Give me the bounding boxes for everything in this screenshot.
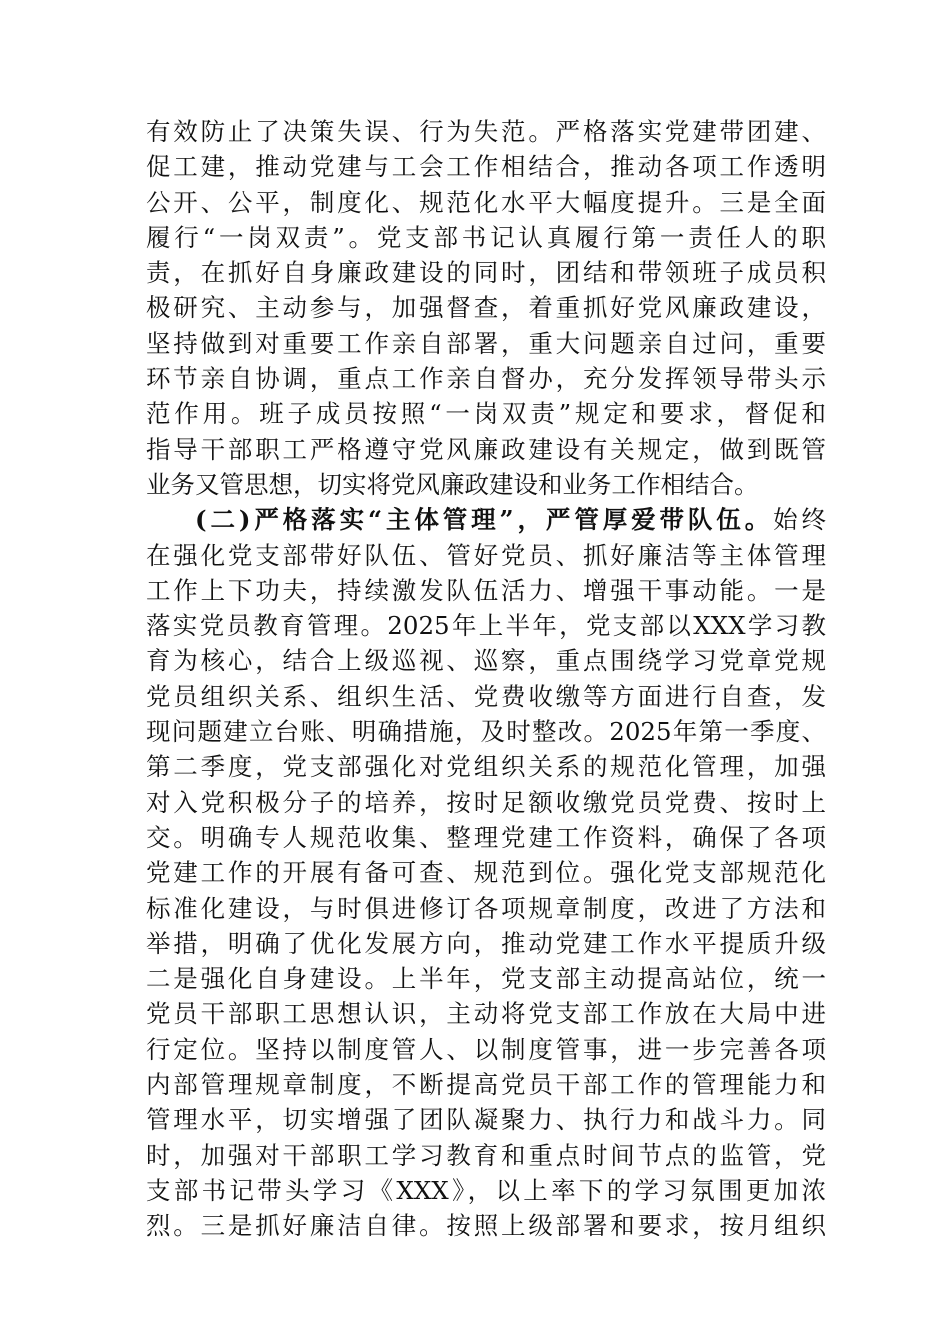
- text-line: 时，加强对干部职工学习教育和重点时间节点的监管，党: [146, 1140, 826, 1170]
- text-line: 党员组织关系、组织生活、党费收缴等方面进行自查，发: [146, 681, 826, 711]
- text-line: 支部书记带头学习《XXX》，以上率下的学习氛围更加浓: [146, 1175, 826, 1205]
- text-line: 履行“一岗双责”。党支部书记认真履行第一责任人的职: [146, 222, 826, 252]
- text-line: 标准化建设，与时俱进修订各项规章制度，改进了方法和: [146, 893, 826, 923]
- text-line: 责，在抓好自身廉政建设的同时，团结和带领班子成员积: [146, 258, 826, 288]
- text-line: 二是强化自身建设。上半年，党支部主动提高站位，统一: [146, 964, 826, 994]
- text-line: 工作上下功夫，持续激发队伍活力、增强干事动能。一是: [146, 575, 826, 605]
- text-line: 环节亲自协调，重点工作亲自督办，充分发挥领导带头示: [146, 364, 826, 394]
- text-line: 坚持做到对重要工作亲自部署，重大问题亲自过问，重要: [146, 328, 826, 358]
- text-line: 育为核心，结合上级巡视、巡察，重点围绕学习党章党规: [146, 646, 826, 676]
- text-line: 举措，明确了优化发展方向，推动党建工作水平提质升级: [146, 928, 826, 958]
- text-line: 公开、公平，制度化、规范化水平大幅度提升。三是全面: [146, 187, 826, 217]
- section-heading-continuation: 始终: [773, 505, 827, 535]
- body-text: [146, 114, 826, 1244]
- text-line: 指导干部职工严格遵守党风廉政建设有关规定，做到既管: [146, 434, 826, 464]
- text-line: 党建工作的开展有备可查、规范到位。强化党支部规范化: [146, 858, 826, 888]
- section-heading: (二)严格落实“主体管理”，严管厚爱带队伍。: [195, 505, 774, 535]
- text-line: 业务又管思想，切实将党风廉政建设和业务工作相结合。: [146, 469, 759, 499]
- text-line: 党员干部职工思想认识，主动将党支部工作放在大局中进: [146, 999, 826, 1029]
- text-line: 行定位。坚持以制度管人、以制度管事，进一步完善各项: [146, 1034, 826, 1064]
- text-line: 有效防止了决策失误、行为失范。严格落实党建带团建、: [146, 117, 826, 146]
- text-line: 现问题建立台账、明确措施，及时整改。2025年第一季度、: [146, 717, 826, 747]
- text-line: 极研究、主动参与，加强督查，着重抓好党风廉政建设，: [146, 293, 826, 323]
- text-line: 内部管理规章制度，不断提高党员干部工作的管理能力和: [146, 1070, 826, 1100]
- text-line: 在强化党支部带好队伍、管好党员、抓好廉洁等主体管理: [146, 540, 826, 570]
- text-line: 交。明确专人规范收集、整理党建工作资料，确保了各项: [146, 822, 826, 852]
- text-line: 烈。三是抓好廉洁自律。按照上级部署和要求，按月组织: [146, 1211, 826, 1241]
- text-line: 管理水平，切实增强了团队凝聚力、执行力和战斗力。同: [146, 1105, 826, 1135]
- text-line: 第二季度，党支部强化对党组织关系的规范化管理，加强: [146, 752, 826, 782]
- section-heading-line: [146, 502, 826, 537]
- text-line: 范作用。班子成员按照“一岗双责”规定和要求，督促和: [146, 399, 826, 429]
- text-line: 对入党积极分子的培养，按时足额收缴党员党费、按时上: [146, 787, 826, 817]
- text-line: 落实党员教育管理。2025年上半年，党支部以XXX学习教: [146, 611, 826, 641]
- text-line: 促工建，推动党建与工会工作相结合，推动各项工作透明: [146, 152, 826, 182]
